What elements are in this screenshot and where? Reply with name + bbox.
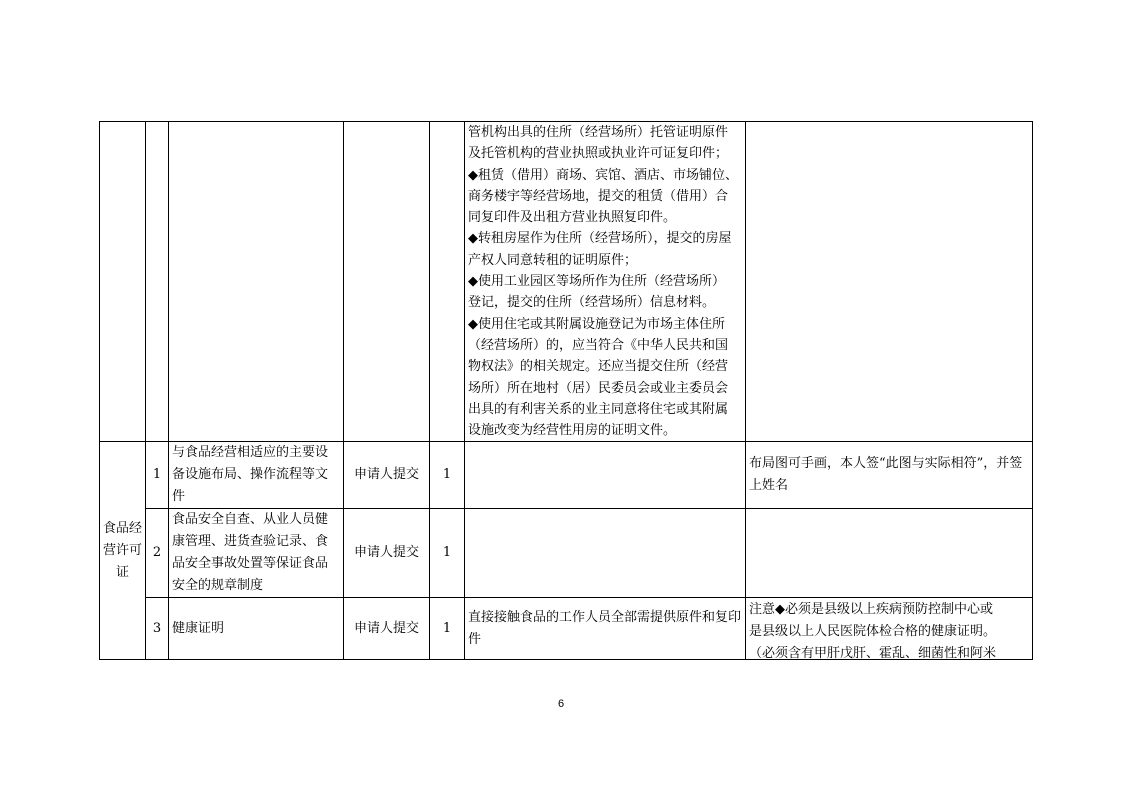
- table-row: [100, 598, 1033, 660]
- requirements-table: [99, 121, 1033, 660]
- requirement-line: 出具的有利害关系的业主同意将住宅或其附属: [468, 401, 729, 417]
- requirement-line: 产权人同意转租的证明原件；: [468, 252, 638, 268]
- note: 布局图可手画，本人签“此图与实际相符”，并签上姓名: [746, 442, 1033, 509]
- copies-cell-empty: [430, 122, 465, 442]
- note: [746, 509, 1033, 598]
- source: 申请人提交: [344, 598, 430, 660]
- table-row: [100, 442, 1033, 509]
- row-index: 2: [146, 509, 169, 598]
- row-index: 3: [146, 598, 169, 660]
- note-line: 注意◆必须是县级以上疾病预防控制中心或: [749, 601, 993, 617]
- material-name: 食品安全自查、从业人员健康管理、进货查验记录、食品安全事故处置等保证食品安全的规章制度: [169, 509, 344, 598]
- requirement-line: 管机构出具的住所（经营场所）托管证明原件: [468, 125, 729, 140]
- category-cell-empty: [100, 122, 146, 442]
- material-name: 与食品经营相适应的主要设备设施布局、操作流程等文件: [169, 442, 344, 509]
- row-index: 1: [146, 442, 169, 509]
- requirement-line: 商务楼宇等经营场地，提交的租赁（借用）合: [468, 188, 729, 204]
- requirement-line: 设施改变为经营性用房的证明文件。: [468, 423, 677, 439]
- requirement: 直接接触食品的工作人员全部需提供原件和复印件: [465, 598, 746, 660]
- requirement-line: ◆使用住宅或其附属设施登记为市场主体住所: [468, 316, 725, 332]
- copies: 1: [430, 598, 465, 660]
- requirement: [465, 442, 746, 509]
- requirement: [465, 509, 746, 598]
- requirement-line: 及托管机构的营业执照或执业许可证复印件；: [468, 146, 729, 162]
- requirement-line: （经营场所）的，应当符合《中华人民共和国: [468, 337, 729, 353]
- source: 申请人提交: [344, 442, 430, 509]
- requirement-line: ◆使用工业园区等场所作为住所（经营场所）: [468, 274, 725, 290]
- source-cell-empty: [344, 122, 430, 442]
- table-row: [100, 509, 1033, 598]
- requirement-line: 物权法》的相关规定。还应当提交住所（经营: [468, 359, 729, 375]
- requirement-line: ◆转租房屋作为住所（经营场所），提交的房屋: [468, 231, 732, 247]
- material-cell-empty: [169, 122, 344, 442]
- requirement-cell: [465, 122, 746, 442]
- note-cell-empty: [746, 122, 1033, 442]
- source: 申请人提交: [344, 509, 430, 598]
- copies: 1: [430, 509, 465, 598]
- requirement-line: ◆租赁（借用）商场、宾馆、酒店、市场铺位、: [468, 167, 738, 183]
- index-cell-empty: [146, 122, 169, 442]
- continuation-row: [100, 122, 1033, 442]
- page-number: 6: [557, 698, 565, 710]
- material-name: 健康证明: [169, 598, 344, 660]
- note-line: （必须含有甲肝戊肝、霍乱、细菌性和阿米: [749, 645, 997, 659]
- category-cell: 食品经营许可证: [100, 442, 146, 660]
- requirement-line: 场所）所在地村（居）民委员会或业主委员会: [468, 380, 729, 396]
- requirement-line: 同复印件及出租方营业执照复印件。: [468, 210, 677, 226]
- note: [746, 598, 1033, 660]
- note-line: 是县级以上人民医院体检合格的健康证明。: [749, 623, 997, 639]
- copies: 1: [430, 442, 465, 509]
- requirement-line: 登记，提交的住所（经营场所）信息材料。: [468, 295, 716, 311]
